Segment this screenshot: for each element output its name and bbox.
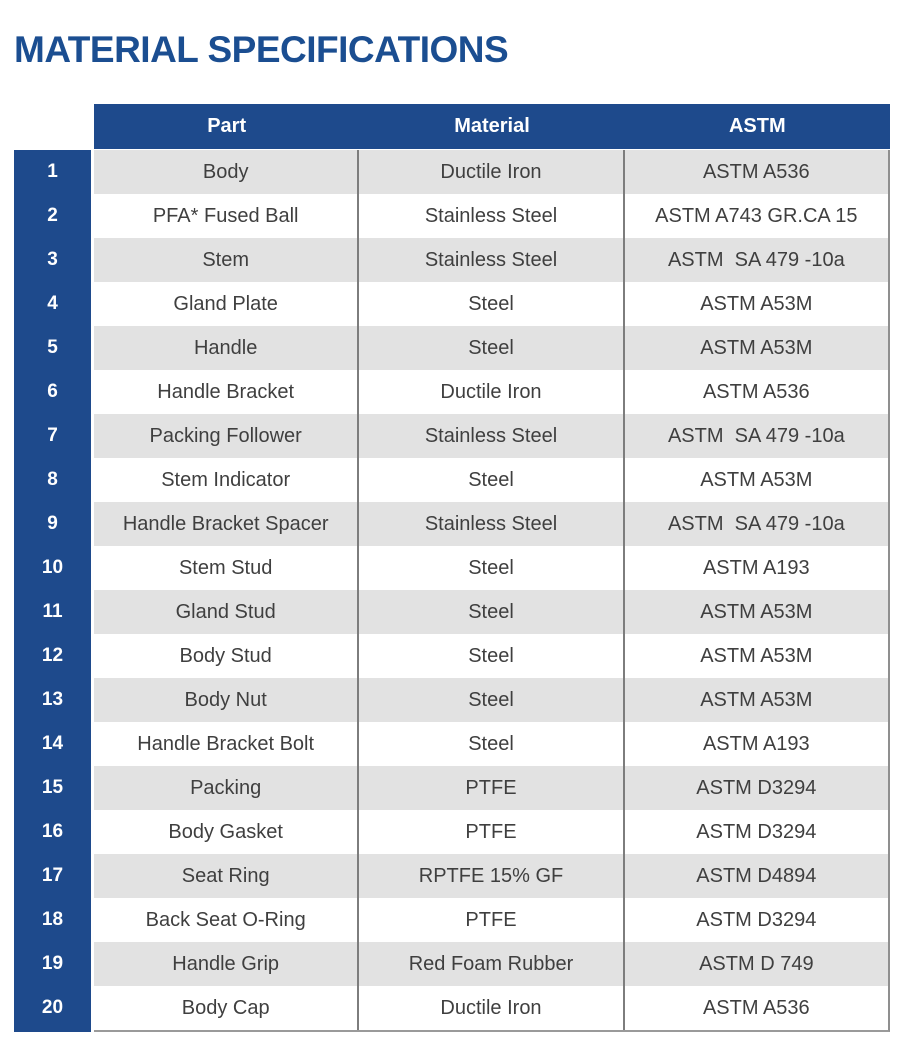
table-row xyxy=(94,150,888,194)
part-cell: Body Cap xyxy=(181,996,270,1019)
part-cell: Body Gasket xyxy=(168,820,283,843)
material-cell: Stainless Steel xyxy=(357,238,622,282)
table-row xyxy=(94,986,888,1030)
table-row xyxy=(94,282,888,326)
astm-cell: ASTM A743 GR.CA 15 xyxy=(623,194,888,238)
row-number: 11 xyxy=(42,601,63,622)
material-cell: PTFE xyxy=(357,810,622,854)
astm-cell: ASTM SA 479 -10a xyxy=(623,502,888,546)
table-row xyxy=(94,590,888,634)
material-cell: Stainless Steel xyxy=(357,414,622,458)
astm-cell: ASTM A53M xyxy=(623,634,888,678)
material-cell: Steel xyxy=(357,634,622,678)
row-number: 5 xyxy=(47,337,58,358)
row-number: 1 xyxy=(47,161,58,182)
table-body-rows xyxy=(94,150,890,1032)
table-row xyxy=(94,414,888,458)
table-row xyxy=(94,634,888,678)
part-cell: Gland Plate xyxy=(173,292,278,315)
astm-cell: ASTM A53M xyxy=(623,590,888,634)
material-cell: Red Foam Rubber xyxy=(357,942,622,986)
material-cell: Steel xyxy=(357,458,622,502)
astm-cell: ASTM A53M xyxy=(623,458,888,502)
part-cell: Handle Bracket Bolt xyxy=(137,732,315,755)
astm-cell: ASTM SA 479 -10a xyxy=(623,238,888,282)
row-number: 16 xyxy=(41,821,64,842)
part-cell: Body Stud xyxy=(179,644,272,667)
material-cell: Ductile Iron xyxy=(357,370,622,414)
material-cell: Stainless Steel xyxy=(357,502,622,546)
row-number: 4 xyxy=(47,293,58,314)
astm-cell: ASTM D3294 xyxy=(623,898,888,942)
table-row xyxy=(94,370,888,414)
table-row xyxy=(94,458,888,502)
row-number: 10 xyxy=(41,557,64,578)
material-cell: Ductile Iron xyxy=(357,986,622,1030)
table-row xyxy=(94,678,888,722)
part-cell: Handle xyxy=(193,336,258,359)
astm-cell: ASTM A536 xyxy=(623,150,888,194)
astm-cell: ASTM A53M xyxy=(623,326,888,370)
part-cell: Handle Bracket Spacer xyxy=(122,512,329,535)
row-number: 19 xyxy=(41,953,64,974)
part-cell: Handle Bracket xyxy=(157,380,295,403)
part-cell: Packing xyxy=(190,776,262,799)
row-number-column xyxy=(14,150,91,1032)
table-row xyxy=(94,810,888,854)
table-row xyxy=(94,766,888,810)
material-cell: RPTFE 15% GF xyxy=(357,854,622,898)
row-number: 7 xyxy=(47,425,58,446)
row-number: 6 xyxy=(47,381,58,402)
part-cell: PFA* Fused Ball xyxy=(152,204,299,227)
part-cell: Stem xyxy=(202,248,249,271)
row-number: 12 xyxy=(41,645,64,666)
material-cell: Steel xyxy=(357,590,622,634)
material-cell: PTFE xyxy=(357,766,622,810)
table-row xyxy=(94,942,888,986)
row-number: 8 xyxy=(47,469,58,490)
astm-cell: ASTM D 749 xyxy=(623,942,888,986)
material-cell: Stainless Steel xyxy=(357,194,622,238)
astm-cell: ASTM A53M xyxy=(623,282,888,326)
table-row xyxy=(94,326,888,370)
astm-cell: ASTM A536 xyxy=(623,986,888,1030)
row-number: 9 xyxy=(47,513,58,534)
part-cell: Back Seat O-Ring xyxy=(145,908,306,931)
astm-cell: ASTM D4894 xyxy=(623,854,888,898)
material-cell: Steel xyxy=(357,546,622,590)
row-number: 17 xyxy=(41,865,64,886)
part-cell: Body xyxy=(202,160,249,183)
part-cell: Stem Indicator xyxy=(161,468,291,491)
table-row xyxy=(94,722,888,766)
astm-cell: ASTM A193 xyxy=(623,546,888,590)
row-number: 13 xyxy=(41,689,64,710)
material-cell: Steel xyxy=(357,678,622,722)
table-row xyxy=(94,238,888,282)
page-title: MATERIAL SPECIFICATIONS xyxy=(14,28,509,70)
table-row xyxy=(94,502,888,546)
part-cell: Seat Ring xyxy=(181,864,270,887)
astm-cell: ASTM A536 xyxy=(623,370,888,414)
material-cell: Ductile Iron xyxy=(357,150,622,194)
part-cell: Packing Follower xyxy=(149,424,302,447)
astm-cell: ASTM SA 479 -10a xyxy=(623,414,888,458)
part-cell: Stem Stud xyxy=(178,556,273,579)
part-cell: Body Nut xyxy=(184,688,267,711)
table-row xyxy=(94,194,888,238)
material-cell: Steel xyxy=(357,722,622,766)
column-header-material: Material xyxy=(454,115,530,137)
row-number: 15 xyxy=(41,777,64,798)
row-number: 20 xyxy=(41,997,64,1018)
row-number: 3 xyxy=(47,249,58,270)
material-cell: Steel xyxy=(357,282,622,326)
part-cell: Gland Stud xyxy=(175,600,276,623)
row-number: 18 xyxy=(41,909,64,930)
spec-table xyxy=(14,150,890,1032)
table-header-row xyxy=(94,104,890,149)
part-cell: Handle Grip xyxy=(172,952,280,975)
column-header-part: Part xyxy=(207,115,247,137)
table-row xyxy=(94,854,888,898)
astm-cell: ASTM A193 xyxy=(623,722,888,766)
row-number: 14 xyxy=(41,733,64,754)
column-header-astm: ASTM xyxy=(728,115,786,137)
table-row xyxy=(94,546,888,590)
material-cell: Steel xyxy=(357,326,622,370)
astm-cell: ASTM D3294 xyxy=(623,810,888,854)
astm-cell: ASTM D3294 xyxy=(623,766,888,810)
table-row xyxy=(94,898,888,942)
material-cell: PTFE xyxy=(357,898,622,942)
row-number: 2 xyxy=(47,205,58,226)
astm-cell: ASTM A53M xyxy=(623,678,888,722)
